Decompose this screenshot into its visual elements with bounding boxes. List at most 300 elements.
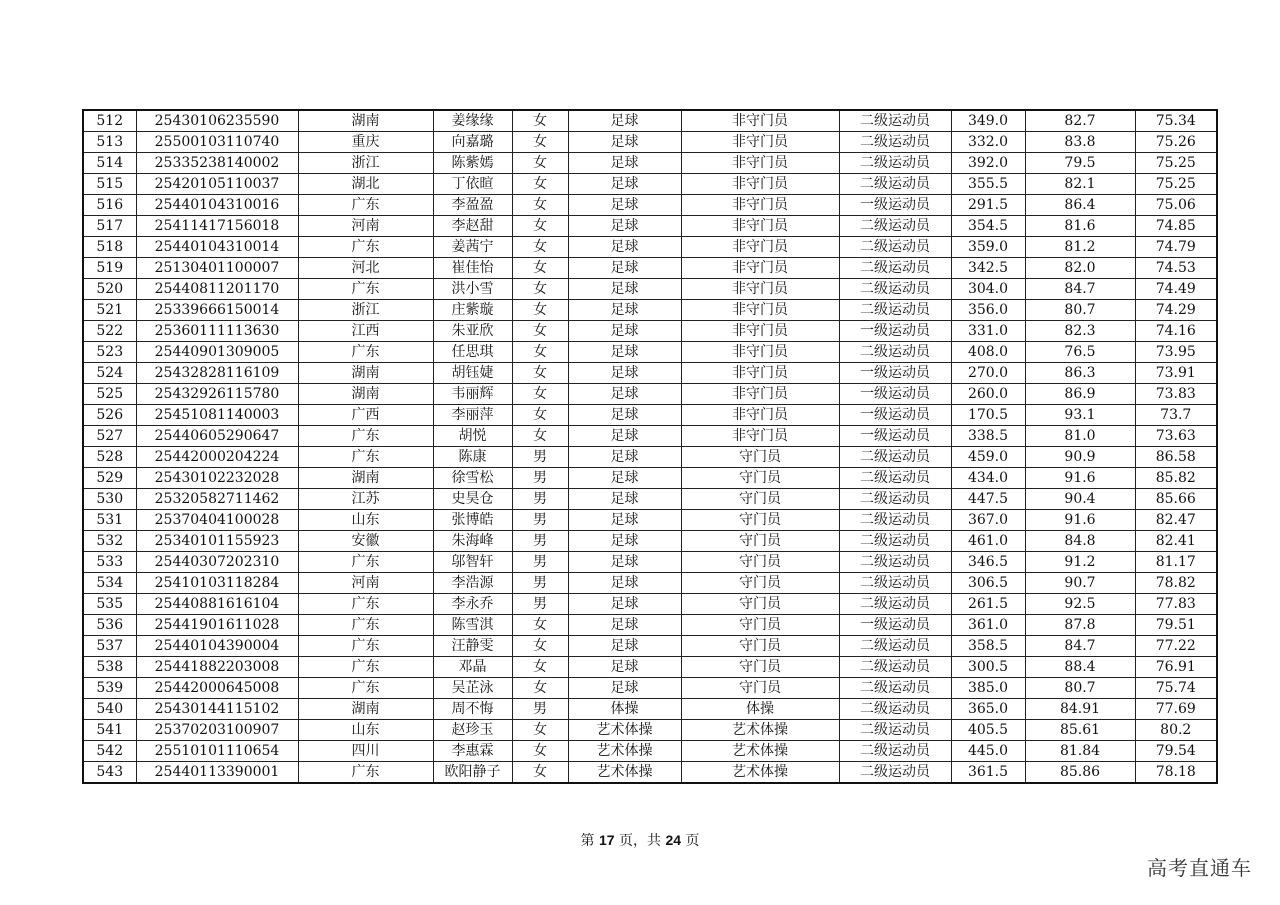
- province-cell: 湖南: [298, 699, 433, 720]
- exam-id-cell: 25410103118284: [136, 573, 298, 594]
- name-cell: 李惠霖: [433, 741, 512, 762]
- position-cell: 体操: [681, 699, 839, 720]
- name-cell: 洪小雪: [433, 279, 512, 300]
- athlete-level-cell: 二级运动员: [839, 110, 951, 132]
- athlete-level-cell: 二级运动员: [839, 258, 951, 279]
- row-number-cell: 527: [83, 426, 136, 447]
- total-score-cell: 78.18: [1135, 762, 1217, 784]
- test-score-cell: 92.5: [1025, 594, 1135, 615]
- row-number-cell: 531: [83, 510, 136, 531]
- athlete-level-cell: 二级运动员: [839, 699, 951, 720]
- row-number-cell: 524: [83, 363, 136, 384]
- position-cell: 非守门员: [681, 110, 839, 132]
- name-cell: 陈雪淇: [433, 615, 512, 636]
- score-cell: 170.5: [951, 405, 1025, 426]
- gender-cell: 女: [512, 321, 568, 342]
- test-score-cell: 93.1: [1025, 405, 1135, 426]
- sport-cell: 足球: [568, 531, 681, 552]
- province-cell: 湖南: [298, 363, 433, 384]
- row-number-cell: 519: [83, 258, 136, 279]
- province-cell: 广东: [298, 447, 433, 468]
- province-cell: 江西: [298, 321, 433, 342]
- name-cell: 崔佳怡: [433, 258, 512, 279]
- table-row: [83, 216, 1217, 237]
- score-cell: 461.0: [951, 531, 1025, 552]
- total-score-cell: 74.79: [1135, 237, 1217, 258]
- score-cell: 359.0: [951, 237, 1025, 258]
- exam-id-cell: 25340101155923: [136, 531, 298, 552]
- test-score-cell: 82.1: [1025, 174, 1135, 195]
- test-score-cell: 86.3: [1025, 363, 1135, 384]
- total-score-cell: 76.91: [1135, 657, 1217, 678]
- province-cell: 河北: [298, 258, 433, 279]
- athlete-level-cell: 二级运动员: [839, 552, 951, 573]
- position-cell: 守门员: [681, 573, 839, 594]
- position-cell: 艺术体操: [681, 741, 839, 762]
- name-cell: 陈康: [433, 447, 512, 468]
- footer-middle: 页，共: [619, 833, 661, 849]
- gender-cell: 男: [512, 510, 568, 531]
- total-score-cell: 75.06: [1135, 195, 1217, 216]
- total-score-cell: 75.26: [1135, 132, 1217, 153]
- test-score-cell: 90.9: [1025, 447, 1135, 468]
- position-cell: 守门员: [681, 531, 839, 552]
- gender-cell: 女: [512, 678, 568, 699]
- athlete-level-cell: 二级运动员: [839, 657, 951, 678]
- test-score-cell: 80.7: [1025, 300, 1135, 321]
- exam-id-cell: 25442000204224: [136, 447, 298, 468]
- position-cell: 守门员: [681, 447, 839, 468]
- exam-id-cell: 25130401100007: [136, 258, 298, 279]
- gender-cell: 女: [512, 741, 568, 762]
- total-score-cell: 75.74: [1135, 678, 1217, 699]
- total-score-cell: 85.66: [1135, 489, 1217, 510]
- sport-cell: 足球: [568, 657, 681, 678]
- test-score-cell: 84.7: [1025, 279, 1135, 300]
- row-number-cell: 512: [83, 110, 136, 132]
- total-page-number: 24: [665, 832, 682, 848]
- name-cell: 向嘉璐: [433, 132, 512, 153]
- table-row: [83, 657, 1217, 678]
- row-number-cell: 528: [83, 447, 136, 468]
- score-cell: 459.0: [951, 447, 1025, 468]
- name-cell: 赵珍玉: [433, 720, 512, 741]
- row-number-cell: 538: [83, 657, 136, 678]
- total-score-cell: 73.63: [1135, 426, 1217, 447]
- position-cell: 非守门员: [681, 426, 839, 447]
- position-cell: 非守门员: [681, 384, 839, 405]
- table-row: [83, 237, 1217, 258]
- exam-id-cell: 25370404100028: [136, 510, 298, 531]
- score-cell: 445.0: [951, 741, 1025, 762]
- test-score-cell: 91.6: [1025, 510, 1135, 531]
- name-cell: 吴芷泳: [433, 678, 512, 699]
- position-cell: 守门员: [681, 489, 839, 510]
- row-number-cell: 540: [83, 699, 136, 720]
- position-cell: 守门员: [681, 552, 839, 573]
- sport-cell: 足球: [568, 384, 681, 405]
- exam-id-cell: 25430144115102: [136, 699, 298, 720]
- position-cell: 艺术体操: [681, 720, 839, 741]
- athlete-level-cell: 一级运动员: [839, 405, 951, 426]
- table-row: [83, 741, 1217, 762]
- province-cell: 广东: [298, 237, 433, 258]
- score-cell: 392.0: [951, 153, 1025, 174]
- total-score-cell: 75.34: [1135, 110, 1217, 132]
- name-cell: 李丽萍: [433, 405, 512, 426]
- gender-cell: 女: [512, 762, 568, 784]
- position-cell: 非守门员: [681, 216, 839, 237]
- total-score-cell: 74.49: [1135, 279, 1217, 300]
- gender-cell: 女: [512, 384, 568, 405]
- current-page-number: 17: [598, 832, 615, 848]
- total-score-cell: 74.16: [1135, 321, 1217, 342]
- gender-cell: 女: [512, 174, 568, 195]
- name-cell: 徐雪松: [433, 468, 512, 489]
- table-body: [83, 110, 1217, 783]
- province-cell: 安徽: [298, 531, 433, 552]
- gender-cell: 男: [512, 699, 568, 720]
- sport-cell: 足球: [568, 426, 681, 447]
- athlete-level-cell: 二级运动员: [839, 636, 951, 657]
- province-cell: 广东: [298, 279, 433, 300]
- gender-cell: 男: [512, 447, 568, 468]
- score-cell: 304.0: [951, 279, 1025, 300]
- score-cell: 361.0: [951, 615, 1025, 636]
- province-cell: 广东: [298, 195, 433, 216]
- sport-cell: 足球: [568, 321, 681, 342]
- name-cell: 丁依暄: [433, 174, 512, 195]
- province-cell: 湖南: [298, 468, 433, 489]
- total-score-cell: 77.69: [1135, 699, 1217, 720]
- sport-cell: 足球: [568, 468, 681, 489]
- athlete-level-cell: 一级运动员: [839, 384, 951, 405]
- gender-cell: 女: [512, 216, 568, 237]
- row-number-cell: 543: [83, 762, 136, 784]
- row-number-cell: 529: [83, 468, 136, 489]
- total-score-cell: 77.22: [1135, 636, 1217, 657]
- province-cell: 四川: [298, 741, 433, 762]
- position-cell: 非守门员: [681, 363, 839, 384]
- gender-cell: 女: [512, 405, 568, 426]
- exam-id-cell: 25360111113630: [136, 321, 298, 342]
- name-cell: 任思琪: [433, 342, 512, 363]
- score-cell: 367.0: [951, 510, 1025, 531]
- row-number-cell: 523: [83, 342, 136, 363]
- position-cell: 非守门员: [681, 195, 839, 216]
- exam-id-cell: 25440104310014: [136, 237, 298, 258]
- sport-cell: 艺术体操: [568, 741, 681, 762]
- table-row: [83, 699, 1217, 720]
- athlete-level-cell: 二级运动员: [839, 720, 951, 741]
- exam-id-cell: 25451081140003: [136, 405, 298, 426]
- table-row: [83, 594, 1217, 615]
- test-score-cell: 80.7: [1025, 678, 1135, 699]
- name-cell: 邓晶: [433, 657, 512, 678]
- position-cell: 守门员: [681, 678, 839, 699]
- gender-cell: 女: [512, 426, 568, 447]
- province-cell: 河南: [298, 216, 433, 237]
- total-score-cell: 73.91: [1135, 363, 1217, 384]
- test-score-cell: 81.6: [1025, 216, 1135, 237]
- test-score-cell: 84.8: [1025, 531, 1135, 552]
- row-number-cell: 515: [83, 174, 136, 195]
- position-cell: 非守门员: [681, 405, 839, 426]
- province-cell: 重庆: [298, 132, 433, 153]
- position-cell: 非守门员: [681, 279, 839, 300]
- test-score-cell: 81.84: [1025, 741, 1135, 762]
- total-score-cell: 80.2: [1135, 720, 1217, 741]
- name-cell: 周不悔: [433, 699, 512, 720]
- name-cell: 李永乔: [433, 594, 512, 615]
- score-cell: 385.0: [951, 678, 1025, 699]
- table-row: [83, 342, 1217, 363]
- name-cell: 姜茜宁: [433, 237, 512, 258]
- exam-id-cell: 25440307202310: [136, 552, 298, 573]
- score-cell: 355.5: [951, 174, 1025, 195]
- name-cell: 邬智轩: [433, 552, 512, 573]
- position-cell: 非守门员: [681, 258, 839, 279]
- total-score-cell: 74.29: [1135, 300, 1217, 321]
- exam-id-cell: 25442000645008: [136, 678, 298, 699]
- test-score-cell: 83.8: [1025, 132, 1135, 153]
- athlete-level-cell: 二级运动员: [839, 216, 951, 237]
- sport-cell: 足球: [568, 279, 681, 300]
- exam-id-cell: 25440901309005: [136, 342, 298, 363]
- test-score-cell: 85.61: [1025, 720, 1135, 741]
- gender-cell: 女: [512, 363, 568, 384]
- province-cell: 广东: [298, 636, 433, 657]
- exam-id-cell: 25370203100907: [136, 720, 298, 741]
- athlete-level-cell: 二级运动员: [839, 174, 951, 195]
- name-cell: 欧阳静子: [433, 762, 512, 784]
- province-cell: 山东: [298, 510, 433, 531]
- name-cell: 韦丽辉: [433, 384, 512, 405]
- province-cell: 广东: [298, 657, 433, 678]
- gender-cell: 女: [512, 615, 568, 636]
- row-number-cell: 541: [83, 720, 136, 741]
- total-score-cell: 73.95: [1135, 342, 1217, 363]
- exam-id-cell: 25339666150014: [136, 300, 298, 321]
- total-score-cell: 77.83: [1135, 594, 1217, 615]
- athlete-level-cell: 二级运动员: [839, 237, 951, 258]
- watermark-text: 高考直通车: [1147, 856, 1252, 880]
- position-cell: 非守门员: [681, 237, 839, 258]
- gender-cell: 女: [512, 258, 568, 279]
- exam-id-cell: 25320582711462: [136, 489, 298, 510]
- gender-cell: 女: [512, 195, 568, 216]
- position-cell: 非守门员: [681, 321, 839, 342]
- athlete-level-cell: 二级运动员: [839, 573, 951, 594]
- score-cell: 356.0: [951, 300, 1025, 321]
- exam-id-cell: 25432926115780: [136, 384, 298, 405]
- name-cell: 胡钰婕: [433, 363, 512, 384]
- province-cell: 广东: [298, 762, 433, 784]
- test-score-cell: 90.4: [1025, 489, 1135, 510]
- score-cell: 300.5: [951, 657, 1025, 678]
- total-score-cell: 73.83: [1135, 384, 1217, 405]
- province-cell: 广东: [298, 552, 433, 573]
- score-cell: 354.5: [951, 216, 1025, 237]
- score-cell: 261.5: [951, 594, 1025, 615]
- table-row: [83, 615, 1217, 636]
- score-cell: 349.0: [951, 110, 1025, 132]
- admission-table: [82, 109, 1218, 784]
- gender-cell: 女: [512, 153, 568, 174]
- gender-cell: 女: [512, 237, 568, 258]
- province-cell: 江苏: [298, 489, 433, 510]
- test-score-cell: 82.0: [1025, 258, 1135, 279]
- athlete-level-cell: 二级运动员: [839, 594, 951, 615]
- total-score-cell: 81.17: [1135, 552, 1217, 573]
- exam-id-cell: 25500103110740: [136, 132, 298, 153]
- athlete-level-cell: 二级运动员: [839, 678, 951, 699]
- table-row: [83, 279, 1217, 300]
- province-cell: 广东: [298, 678, 433, 699]
- gender-cell: 男: [512, 594, 568, 615]
- row-number-cell: 536: [83, 615, 136, 636]
- score-cell: 331.0: [951, 321, 1025, 342]
- total-score-cell: 85.82: [1135, 468, 1217, 489]
- position-cell: 非守门员: [681, 174, 839, 195]
- province-cell: 湖南: [298, 110, 433, 132]
- total-score-cell: 79.54: [1135, 741, 1217, 762]
- score-cell: 338.5: [951, 426, 1025, 447]
- province-cell: 河南: [298, 573, 433, 594]
- name-cell: 姜缘缘: [433, 110, 512, 132]
- exam-id-cell: 25440104310016: [136, 195, 298, 216]
- sport-cell: 足球: [568, 237, 681, 258]
- test-score-cell: 82.3: [1025, 321, 1135, 342]
- row-number-cell: 539: [83, 678, 136, 699]
- test-score-cell: 84.7: [1025, 636, 1135, 657]
- sport-cell: 足球: [568, 636, 681, 657]
- name-cell: 李盈盈: [433, 195, 512, 216]
- table-row: [83, 384, 1217, 405]
- province-cell: 广西: [298, 405, 433, 426]
- table-row: [83, 552, 1217, 573]
- gender-cell: 男: [512, 531, 568, 552]
- gender-cell: 女: [512, 636, 568, 657]
- row-number-cell: 518: [83, 237, 136, 258]
- position-cell: 非守门员: [681, 342, 839, 363]
- province-cell: 广东: [298, 426, 433, 447]
- table-row: [83, 174, 1217, 195]
- test-score-cell: 91.2: [1025, 552, 1135, 573]
- table-row: [83, 195, 1217, 216]
- test-score-cell: 81.0: [1025, 426, 1135, 447]
- test-score-cell: 90.7: [1025, 573, 1135, 594]
- table-row: [83, 300, 1217, 321]
- exam-id-cell: 25440113390001: [136, 762, 298, 784]
- province-cell: 浙江: [298, 153, 433, 174]
- page-footer: [0, 830, 1280, 850]
- gender-cell: 女: [512, 110, 568, 132]
- name-cell: 汪静雯: [433, 636, 512, 657]
- table-row: [83, 258, 1217, 279]
- row-number-cell: 535: [83, 594, 136, 615]
- table-row: [83, 132, 1217, 153]
- row-number-cell: 542: [83, 741, 136, 762]
- table-row: [83, 110, 1217, 132]
- total-score-cell: 75.25: [1135, 153, 1217, 174]
- name-cell: 胡悦: [433, 426, 512, 447]
- exam-id-cell: 25432828116109: [136, 363, 298, 384]
- total-score-cell: 82.47: [1135, 510, 1217, 531]
- sport-cell: 足球: [568, 510, 681, 531]
- test-score-cell: 87.8: [1025, 615, 1135, 636]
- exam-id-cell: 25411417156018: [136, 216, 298, 237]
- exam-id-cell: 25420105110037: [136, 174, 298, 195]
- table-row: [83, 468, 1217, 489]
- score-cell: 291.5: [951, 195, 1025, 216]
- table-row: [83, 762, 1217, 784]
- total-score-cell: 73.7: [1135, 405, 1217, 426]
- score-cell: 405.5: [951, 720, 1025, 741]
- test-score-cell: 86.4: [1025, 195, 1135, 216]
- athlete-level-cell: 二级运动员: [839, 741, 951, 762]
- row-number-cell: 537: [83, 636, 136, 657]
- test-score-cell: 88.4: [1025, 657, 1135, 678]
- gender-cell: 男: [512, 489, 568, 510]
- position-cell: 非守门员: [681, 153, 839, 174]
- exam-id-cell: 25430102232028: [136, 468, 298, 489]
- sport-cell: 足球: [568, 216, 681, 237]
- test-score-cell: 85.86: [1025, 762, 1135, 784]
- total-score-cell: 74.53: [1135, 258, 1217, 279]
- exam-id-cell: 25440881616104: [136, 594, 298, 615]
- sport-cell: 足球: [568, 678, 681, 699]
- table-row: [83, 636, 1217, 657]
- exam-id-cell: 25441882203008: [136, 657, 298, 678]
- score-cell: 342.5: [951, 258, 1025, 279]
- row-number-cell: 522: [83, 321, 136, 342]
- exam-id-cell: 25441901611028: [136, 615, 298, 636]
- province-cell: 广东: [298, 615, 433, 636]
- athlete-level-cell: 一级运动员: [839, 363, 951, 384]
- sport-cell: 体操: [568, 699, 681, 720]
- position-cell: 守门员: [681, 594, 839, 615]
- table-row: [83, 405, 1217, 426]
- sport-cell: 足球: [568, 447, 681, 468]
- test-score-cell: 84.91: [1025, 699, 1135, 720]
- province-cell: 广东: [298, 594, 433, 615]
- row-number-cell: 526: [83, 405, 136, 426]
- sport-cell: 足球: [568, 489, 681, 510]
- row-number-cell: 533: [83, 552, 136, 573]
- name-cell: 张博皓: [433, 510, 512, 531]
- athlete-level-cell: 二级运动员: [839, 279, 951, 300]
- table-row: [83, 489, 1217, 510]
- province-cell: 广东: [298, 342, 433, 363]
- table-row: [83, 447, 1217, 468]
- sport-cell: 艺术体操: [568, 720, 681, 741]
- score-cell: 447.5: [951, 489, 1025, 510]
- athlete-level-cell: 二级运动员: [839, 447, 951, 468]
- test-score-cell: 91.6: [1025, 468, 1135, 489]
- sport-cell: 足球: [568, 594, 681, 615]
- sport-cell: 足球: [568, 258, 681, 279]
- row-number-cell: 521: [83, 300, 136, 321]
- sport-cell: 足球: [568, 615, 681, 636]
- province-cell: 湖南: [298, 384, 433, 405]
- sport-cell: 艺术体操: [568, 762, 681, 784]
- name-cell: 朱亚欣: [433, 321, 512, 342]
- position-cell: 守门员: [681, 636, 839, 657]
- row-number-cell: 513: [83, 132, 136, 153]
- athlete-level-cell: 一级运动员: [839, 426, 951, 447]
- footer-prefix: 第: [580, 833, 595, 849]
